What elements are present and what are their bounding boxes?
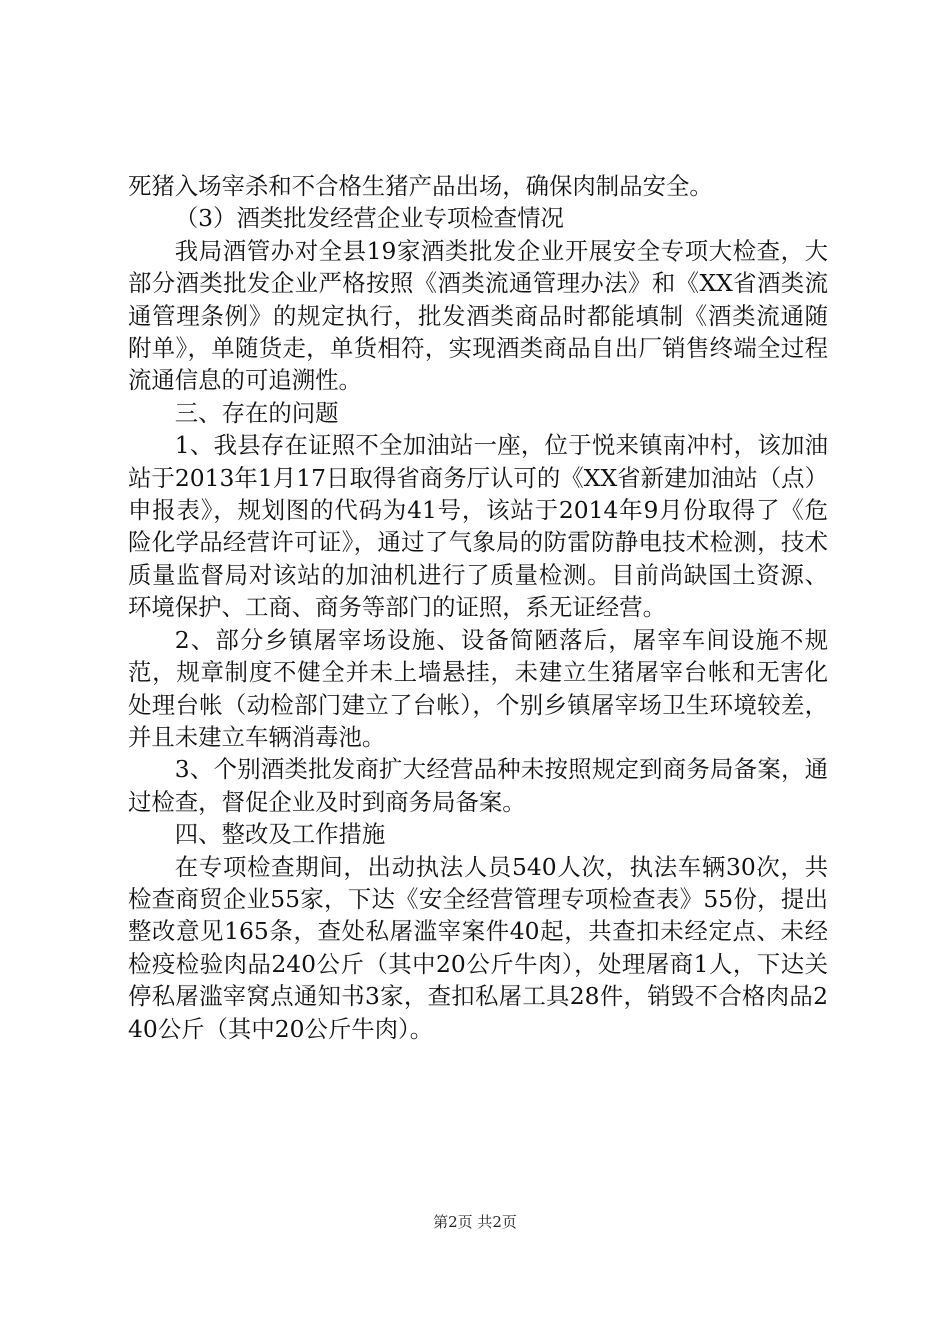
page-footer: 第2页 共2页 (433, 1213, 517, 1231)
paragraph-liquor-inspection: 我局酒管办对全县19家酒类批发企业开展安全专项大检查，大部分酒类批发企业严格按照《酒类流通管理办法》和《XX省酒类流通管理条例》的规定执行，批发酒类商品时都能填制《酒类流通随附单》，单随货走，单货相符，实现酒类商品自出厂销售终端全过程流通信息的可追溯性。 (128, 236, 828, 395)
paragraph-measures: 在专项检查期间，出动执法人员540人次，执法车辆30次，共检查商贸企业55家，下达《安全经营管理专项检查表》55份，提出整改意见165条，查处私屠滥宰案件40起，共查扣未经定点、未经检疫检验肉品240公斤（其中20公斤牛肉），处理屠商1人，下达关停私屠滥宰窝点通知书3家，查扣私屠工具28件，销毁不合格肉品240公斤（其中20公斤牛肉）。 (128, 852, 828, 1043)
section-heading-measures: 四、整改及工作措施 (174, 820, 386, 849)
paragraph-problem-3: 3、个别酒类批发商扩大经营品种未按照规定到商务局备案，通过检查，督促企业及时到商务局备案。 (128, 755, 828, 816)
section-heading-liquor-inspection: （3）酒类批发经营企业专项检查情况 (174, 204, 564, 233)
paragraph-problem-1: 1、我县存在证照不全加油站一座，位于悦来镇南冲村，该加油站于2013年1月17日取得省商务厅认可的《XX省新建加油站（点）申报表》，规划图的代码为41号，该站于2014年9月份取得了《危险化学品经营许可证》，通过了气象局的防雷防静电技术检测，技术质量监督局对该站的加油机进行了质量检测。目前尚缺国土资源、环境保护、工商、商务等部门的证照，系无证经营。 (128, 431, 828, 622)
paragraph-problem-2: 2、部分乡镇屠宰场设施、设备简陋落后，屠宰车间设施不规范，规章制度不健全并未上墙悬挂，未建立生猪屠宰台帐和无害化处理台帐（动检部门建立了台帐），个别乡镇屠宰场卫生环境较差，并且未建立车辆消毒池。 (128, 625, 828, 751)
paragraph-continuation: 死猪入场宰杀和不合格生猪产品出场，确保肉制品安全。 (128, 172, 713, 200)
section-heading-problems: 三、存在的问题 (174, 398, 339, 427)
document-body (128, 170, 828, 1045)
